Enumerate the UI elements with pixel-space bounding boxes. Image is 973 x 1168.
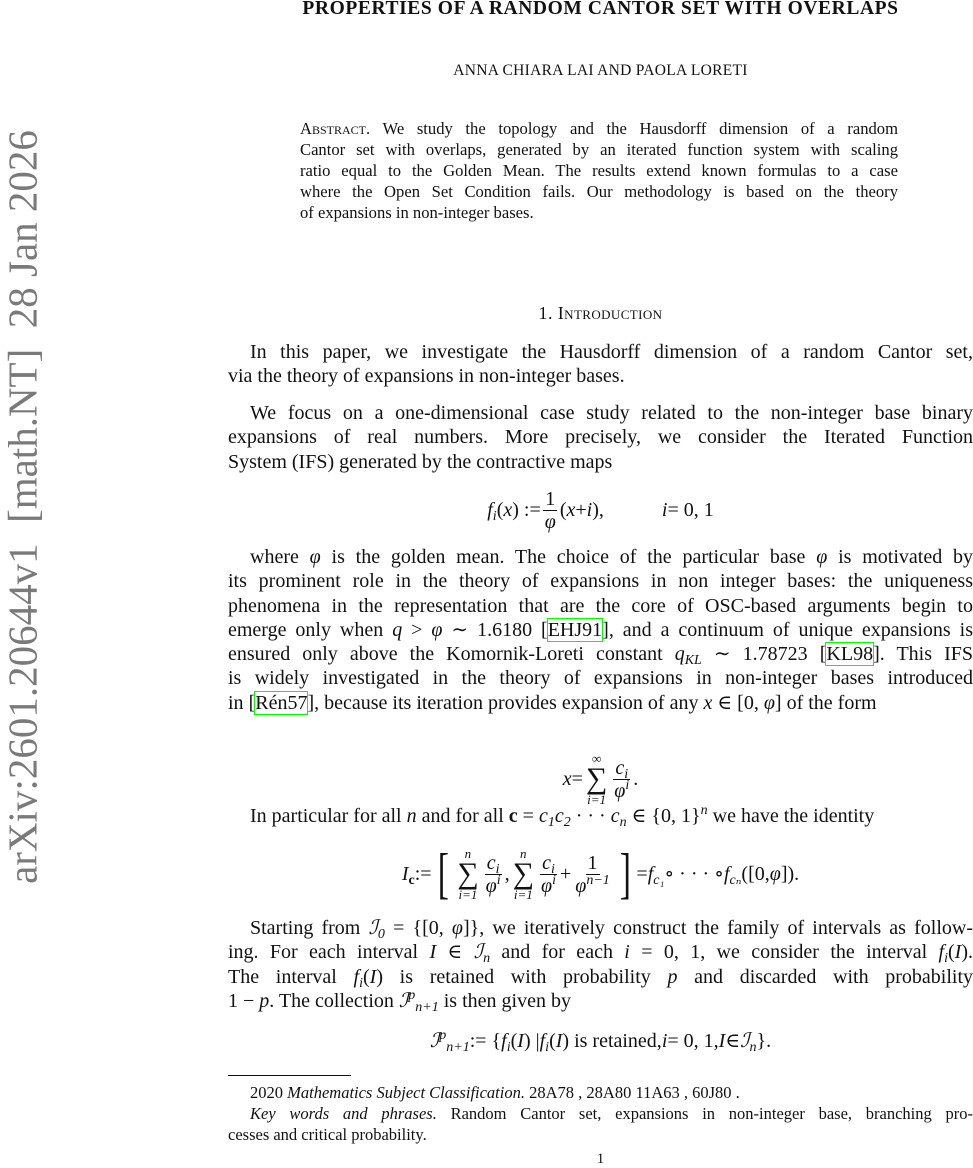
math-symbol: [674, 643, 702, 669]
math-italic: φ: [451, 917, 463, 939]
math-fraction: [543, 488, 558, 533]
fraction-numerator: [586, 852, 600, 875]
math-italic: c: [554, 805, 564, 827]
equation-collection: [228, 1025, 973, 1057]
text-run: +: [575, 499, 587, 521]
math-symbol: [501, 1030, 511, 1056]
text-run: .: [633, 768, 639, 790]
math-italic: p: [667, 965, 678, 988]
math-symbol: [486, 851, 500, 877]
sum-lower-limit: i=1: [458, 887, 478, 902]
paragraph-focus: [228, 401, 973, 474]
math-symbol: [554, 805, 571, 831]
text-run: ∼ 1.78723: [701, 643, 820, 666]
text-run: In particular for all: [250, 805, 407, 827]
paper-title: PROPERTIES OF A RANDOM CANTOR SET WITH OVERLAPS: [302, 0, 899, 19]
math-italic: x: [503, 499, 513, 521]
text-run: is widely investigated in the theory of expansions in non-integer bases introduced: [228, 667, 973, 690]
math-italic: f: [539, 1030, 546, 1052]
math-symbol: [770, 863, 781, 885]
msc-codes: 28A78 , 28A80 11A63 , 60J80 .: [524, 1083, 740, 1102]
math-italic: i: [661, 1030, 668, 1052]
superscript: p: [408, 988, 416, 1004]
text-run: (: [363, 965, 370, 988]
subscript: i: [359, 975, 363, 991]
text-run: , because its iteration provides expansion of any: [314, 691, 704, 714]
sum-symbol: ∑: [457, 857, 479, 890]
text-run: = 0, 1: [667, 499, 714, 521]
math-symbol: [398, 988, 439, 1016]
math-symbol: [485, 872, 501, 897]
math-italic: q: [674, 643, 685, 666]
text-line: [228, 450, 973, 474]
math-symbol: [740, 1030, 757, 1056]
text-run: System (IFS) generated by the contractive maps: [228, 450, 613, 473]
keywords-text: Random Cantor set, expansions in non-integer base, branching pro-: [436, 1104, 973, 1123]
text-run: ing. For each interval: [228, 941, 430, 964]
subscript: i: [492, 509, 497, 525]
text-run: ) :=: [512, 499, 541, 521]
keywords-line: cesses and critical probability.: [228, 1124, 427, 1144]
text-run: we have the identity: [707, 805, 875, 827]
text-run: ) is retained,: [562, 1030, 662, 1052]
msc-year: 2020: [250, 1083, 283, 1102]
text-run: =: [636, 863, 648, 885]
math-italic: I: [517, 1030, 524, 1052]
text-run: >: [402, 618, 432, 641]
sum-lower-limit: i=1: [513, 887, 533, 902]
section-title: Introduction: [557, 303, 663, 323]
text-run: and for all: [416, 805, 509, 827]
text-line: [228, 988, 973, 1016]
equation-interval-identity: [228, 840, 973, 908]
math-symbol: [353, 965, 363, 991]
arxiv-identifier-sidebar: arXiv:2601.20644v1 [math.NT] 28 Jan 2026: [0, 130, 46, 884]
text-run: ∈: [436, 941, 474, 964]
math-symbol: [539, 1030, 550, 1056]
citation-link[interactable]: EHJ91: [547, 618, 603, 641]
text-run: (: [559, 499, 567, 521]
text-run: +: [559, 863, 572, 885]
text-run: is then given by: [438, 989, 571, 1012]
math-symbol: [473, 941, 491, 967]
text-run: and discarded with probability: [677, 965, 973, 988]
math-italic: φ: [816, 546, 828, 568]
math-italic: I: [369, 965, 377, 988]
math-symbol: [540, 872, 556, 897]
abstract-text: [370, 119, 898, 138]
superscript: i: [552, 872, 556, 888]
subscript: c: [408, 873, 415, 889]
math-symbol: [701, 805, 708, 827]
math-symbol: [647, 863, 665, 889]
math-italic: I: [954, 941, 962, 964]
math-italic: x: [566, 499, 576, 521]
text-run: (: [510, 1030, 518, 1052]
text-line: [228, 545, 973, 569]
text-run: via the theory of expansions in non-integer bases.: [228, 365, 625, 388]
math-italic: φ: [614, 779, 626, 802]
text-run: phenomena in the representation that are the core of OSC-based arguments begin to: [228, 594, 973, 617]
subscript: 1: [547, 815, 555, 831]
section-heading: [228, 303, 973, 324]
superscript: n: [700, 803, 708, 819]
text-line: ensured only above the Komornik-Loreti constant $q_{KL}$ ∼ 1.78723 [KL98]. This IFS: [228, 643, 973, 669]
msc-label: Mathematics Subject Classification.: [287, 1083, 525, 1102]
text-run: We focus on a one-dimensional case study related to the non-integer base binary: [250, 402, 973, 424]
superscript: i: [496, 872, 501, 888]
abstract-label: Abstract.: [300, 119, 371, 138]
summation: [586, 752, 607, 806]
text-run: expansions of real numbers. More precisely, we consider the Iterated Function: [228, 426, 973, 449]
text-run: where the Open Set Condition fails. Our methodology is based on the theory: [300, 182, 898, 201]
summation: [513, 847, 534, 901]
math-italic: f: [938, 941, 945, 964]
text-line: [228, 594, 973, 618]
abstract-line: [300, 118, 898, 139]
math-symbol: [575, 872, 610, 897]
math-symbol: [392, 619, 402, 641]
fraction-numerator: [543, 488, 557, 511]
paper-authors: ANNA CHIARA LAI AND PAOLA LORETI: [453, 62, 748, 79]
section-number: 1.: [538, 303, 553, 323]
text-run: ] of the form: [774, 691, 877, 714]
text-run: 1: [587, 851, 598, 874]
footnote-rule: [228, 1075, 351, 1076]
text-run: . This IFS: [879, 643, 973, 666]
subscript: n+1: [415, 1000, 439, 1016]
paragraph-intro: [228, 340, 973, 389]
fraction-denominator: [484, 872, 503, 897]
math-italic: φ: [431, 618, 443, 641]
text-run: is the golden mean. The choice of the particular base: [320, 546, 817, 568]
text-run: =: [571, 768, 583, 790]
abstract-line: [300, 160, 898, 181]
text-run: ∈ {0, 1}: [626, 805, 701, 827]
math-italic: f: [647, 863, 654, 885]
text-line: [228, 340, 973, 364]
text-run: ∈ [0,: [712, 691, 764, 714]
text-line: [228, 965, 973, 989]
math-bold: c: [508, 805, 518, 827]
citation-link[interactable]: KL98: [826, 643, 874, 666]
math-bracket: ]: [619, 843, 631, 905]
math-bracket: [: [437, 843, 449, 905]
text-line: [228, 916, 973, 943]
fraction-denominator: [539, 872, 558, 897]
abstract-line: [300, 139, 898, 160]
math-italic: i: [586, 499, 593, 521]
footnote-msc: [228, 1083, 973, 1104]
keywords-label: Key words and phrases.: [250, 1104, 437, 1123]
text-line: [228, 940, 973, 967]
math-fraction: [539, 852, 558, 897]
math-italic: i: [624, 941, 630, 964]
math-italic: p: [259, 989, 270, 1012]
math-italic: f: [487, 499, 493, 521]
text-run: ([0,: [741, 863, 770, 885]
math-fraction: [573, 852, 612, 897]
math-italic: f: [723, 863, 730, 885]
text-run: :=: [414, 863, 432, 885]
math-symbol: [567, 499, 576, 521]
text-run: ).: [961, 941, 973, 964]
math-italic: f: [353, 965, 360, 988]
math-symbol: [563, 768, 572, 790]
subscript: KL: [684, 653, 702, 669]
superscript: i: [625, 777, 630, 793]
math-italic: n: [406, 805, 417, 827]
math-symbol: [723, 863, 742, 889]
subscript: i: [944, 951, 948, 967]
text-run: and for each: [490, 941, 625, 964]
text-run: Cantor set with overlaps, generated by an iterated function system with scaling: [300, 140, 898, 159]
paragraph-identity: [228, 803, 973, 831]
subscript: i: [550, 861, 555, 877]
text-run: is motivated by: [827, 546, 973, 568]
math-italic: c: [542, 851, 551, 874]
math-symbol: [487, 499, 497, 525]
math-italic: I: [429, 941, 437, 964]
text-run: ),: [592, 499, 604, 521]
math-symbol: [816, 546, 827, 568]
text-run: emerge only when: [228, 618, 393, 641]
math-symbol: [368, 917, 385, 943]
math-symbol: [615, 756, 629, 782]
math-italic: c: [486, 851, 496, 874]
subscript: i: [506, 1040, 511, 1056]
subscript: c₁: [653, 873, 665, 889]
math-italic: φ: [769, 863, 781, 885]
math-italic: c: [610, 805, 620, 827]
subscript: i: [545, 1040, 550, 1056]
equation-expansion: [228, 748, 973, 810]
superscript: n−1: [586, 872, 610, 888]
fraction-numerator: [540, 852, 557, 875]
math-symbol: [503, 499, 512, 521]
abstract-line: [300, 202, 898, 223]
text-run: ensured only above the Komornik-Loreti constant: [228, 643, 675, 666]
math-symbol: [610, 805, 627, 831]
citation-link[interactable]: Rén57: [255, 691, 308, 714]
text-run: . The collection: [269, 989, 399, 1012]
math-italic: ℐ: [740, 1030, 750, 1052]
math-italic: c: [538, 805, 548, 827]
fraction-denominator: [612, 777, 631, 802]
text-line: [228, 569, 973, 593]
text-run: where: [250, 546, 310, 568]
math-symbol: [452, 917, 463, 939]
math-symbol: [667, 966, 677, 988]
math-italic: I: [555, 1030, 563, 1052]
subscript: 0: [377, 927, 385, 943]
text-run: (: [948, 941, 955, 964]
subscript: n: [483, 951, 491, 967]
subscript: cₙ: [729, 873, 742, 889]
text-run: · · ·: [570, 805, 611, 827]
subscript: 2: [563, 815, 571, 831]
math-symbol: [429, 1028, 470, 1056]
math-italic: i: [661, 499, 668, 521]
abstract-line: [300, 181, 898, 202]
math-symbol: [538, 805, 555, 831]
text-run: (: [496, 499, 504, 521]
math-symbol: [545, 511, 556, 533]
sum-symbol: ∑: [585, 762, 608, 795]
text-run: Starting from: [250, 917, 369, 939]
sum-symbol: ∑: [512, 857, 534, 890]
footnote-keywords: [228, 1104, 973, 1145]
text-run: (: [549, 1030, 556, 1052]
text-line: [228, 803, 973, 831]
math-symbol: [517, 1030, 524, 1052]
math-italic: ℐ: [368, 917, 378, 939]
math-italic: I: [401, 863, 409, 885]
text-run: of expansions in non-integer bases.: [300, 203, 534, 222]
text-run: 1 −: [228, 989, 260, 1012]
text-line: emerge only when q > φ ∼ 1.6180 [EHJ91], and a continuum of unique expansions is: [228, 618, 973, 641]
text-run: := {: [469, 1030, 502, 1052]
math-symbol: [542, 851, 555, 877]
text-run: In this paper, we investigate the Hausdorff dimension of a random Cantor set,: [250, 341, 973, 363]
math-symbol: [556, 1030, 563, 1052]
math-italic: φ: [485, 874, 497, 897]
subscript: n: [749, 1040, 757, 1056]
text-run: ) is retained with probability: [376, 965, 668, 988]
math-fraction: [612, 757, 631, 802]
math-symbol: [764, 692, 775, 714]
text-line: in [Rén57], because its iteration provides expansion of any x ∈ [0, φ] of the form: [228, 691, 877, 714]
subscript: i: [624, 766, 629, 782]
fraction-numerator: [485, 852, 502, 875]
text-run: ∼ 1.6180: [442, 618, 542, 641]
math-symbol: [401, 863, 415, 889]
math-italic: ℐ: [398, 989, 409, 1012]
paragraph-golden-mean: [228, 545, 973, 715]
math-italic: ℐ: [473, 941, 484, 964]
math-symbol: [259, 990, 269, 1012]
abstract: [300, 118, 898, 223]
math-italic: x: [703, 691, 713, 714]
text-run: ∈: [725, 1030, 741, 1052]
page-number: 1: [596, 1151, 605, 1167]
sum-upper-limit: n: [464, 846, 472, 861]
subscript: n+1: [446, 1040, 470, 1056]
equation-ifs-maps: [228, 482, 973, 538]
sum-lower-limit: i=1: [587, 792, 607, 807]
text-run: ]}, we iteratively construct the family of intervals as follow-: [462, 917, 973, 939]
math-italic: ℐ: [429, 1030, 440, 1052]
math-italic: c: [615, 756, 625, 779]
text-run: ) |: [523, 1030, 540, 1052]
fraction-denominator: [543, 511, 558, 533]
math-italic: φ: [575, 874, 587, 897]
text-run: = 0, 1, we consider the interval: [629, 941, 939, 964]
math-italic: φ: [544, 510, 556, 533]
text-run: in: [228, 691, 249, 714]
text-run: =: [517, 805, 539, 827]
text-line: [228, 364, 973, 388]
keywords-line: [228, 1104, 973, 1125]
text-run: The interval: [228, 965, 354, 988]
math-italic: f: [501, 1030, 507, 1052]
text-run: ratio equal to the Golden Mean. The results extend known formulas to a case: [300, 161, 898, 180]
text-run: , and a continuum of unique expansions is: [608, 618, 973, 641]
sum-upper-limit: ∞: [591, 751, 602, 766]
text-line: [228, 425, 973, 449]
text-line: [228, 401, 973, 425]
paragraph-construction: [228, 916, 973, 1016]
superscript: p: [439, 1028, 447, 1044]
math-symbol: [719, 1030, 726, 1052]
math-italic: φ: [540, 874, 553, 897]
text-run: 1: [545, 487, 556, 510]
math-fraction: [484, 852, 503, 897]
math-symbol: [614, 777, 630, 802]
text-run: = {[0,: [384, 917, 452, 939]
math-italic: φ: [763, 691, 775, 714]
sum-upper-limit: n: [520, 846, 527, 861]
text-run: We study the topology and the Hausdorff dimension of a random: [370, 119, 898, 138]
text-run: ∘ · · · ∘: [664, 863, 724, 885]
math-symbol: [407, 805, 417, 827]
math-italic: x: [562, 768, 572, 790]
fraction-numerator: [613, 757, 630, 780]
math-symbol: [431, 619, 442, 641]
text-run: = 0, 1,: [667, 1030, 719, 1052]
text-run: its prominent role in the theory of expansions in non integer bases: the uniqueness: [228, 570, 973, 593]
math-italic: φ: [309, 546, 321, 568]
text-run: }.: [756, 1030, 772, 1052]
fraction-denominator: [573, 872, 612, 897]
math-symbol: [938, 941, 948, 967]
summation: [457, 847, 478, 901]
subscript: i: [495, 861, 500, 877]
text-run: ]).: [780, 863, 800, 885]
text-run: ,: [504, 863, 510, 885]
math-symbol: [310, 546, 321, 568]
subscript: n: [619, 815, 627, 831]
text-line: [228, 666, 973, 690]
math-italic: q: [392, 618, 403, 641]
math-italic: I: [718, 1030, 726, 1052]
